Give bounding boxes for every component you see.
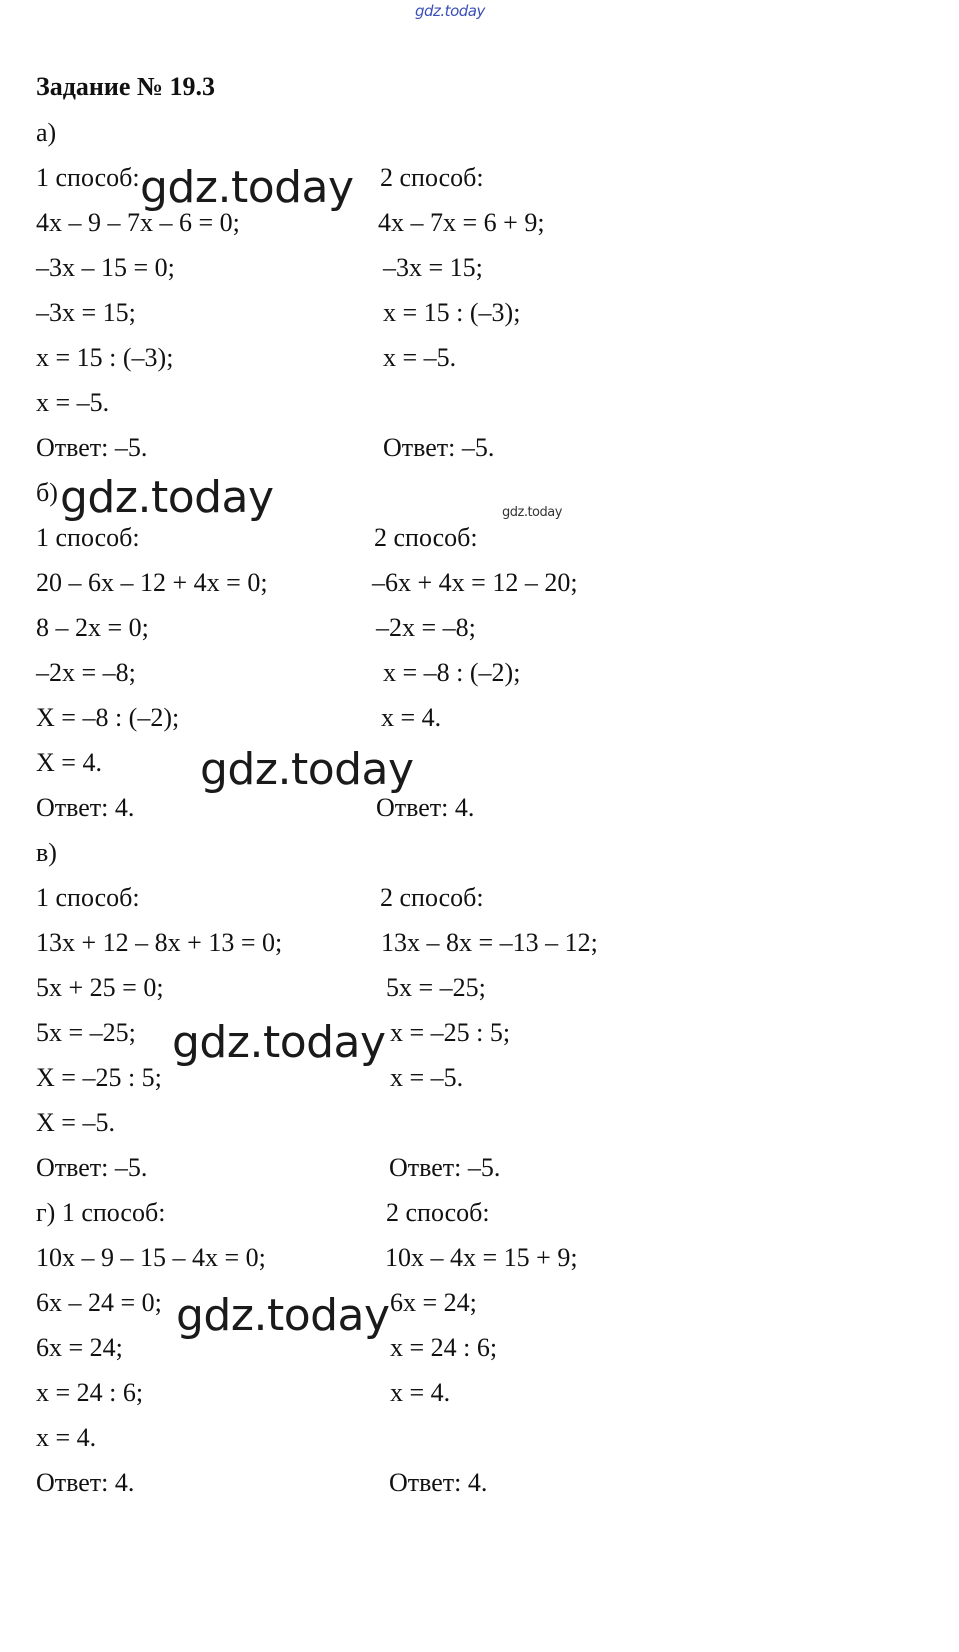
part-a-m1-line: x = 15 : (–3); [36,343,174,372]
part-g-m2-answer: Ответ: 4. [389,1468,488,1497]
part-g-label: г) 1 способ: [36,1198,166,1227]
part-a-m1-line: –3x = 15; [36,298,136,327]
part-b-m1-line: –2x = –8; [36,658,136,687]
part-b-m1-line: 20 – 6x – 12 + 4x = 0; [36,568,268,597]
part-g-m1-line: x = 24 : 6; [36,1378,144,1407]
part-v-label: в) [36,838,57,867]
watermark: gdz.today [172,1017,386,1068]
part-b-m2-line: x = –8 : (–2); [383,658,521,687]
part-g-m1-line: x = 4. [36,1423,97,1452]
part-v-m1-line: X = –25 : 5; [36,1063,162,1092]
watermark-top: gdz.today [415,2,485,20]
part-b-m1-line: X = –8 : (–2); [36,703,180,732]
watermark: gdz.today [176,1290,390,1341]
part-g-m2-line: x = 24 : 6; [390,1333,498,1362]
part-a-method2-header: 2 способ: [380,163,484,192]
watermark: gdz.today [140,162,354,213]
part-g-m2-line: x = 4. [390,1378,451,1407]
part-b-m2-line: –2x = –8; [376,613,476,642]
part-g-m1-line: 6x – 24 = 0; [36,1288,162,1317]
part-v-m1-line: 13x + 12 – 8x + 13 = 0; [36,928,283,957]
part-a-label: а) [36,118,57,147]
part-g-m1-line: 6x = 24; [36,1333,123,1362]
part-v-m2-line: x = –25 : 5; [390,1018,511,1047]
part-a-m1-line: –3x – 15 = 0; [36,253,175,282]
part-g-m1-answer: Ответ: 4. [36,1468,135,1497]
watermark: gdz.today [60,472,274,523]
part-v-m2-line: 13x – 8x = –13 – 12; [381,928,598,957]
part-b-m1-line: 8 – 2x = 0; [36,613,149,642]
part-a-m2-line: –3x = 15; [383,253,483,282]
part-v-method1-header: 1 способ: [36,883,140,912]
part-a-m2-answer: Ответ: –5. [383,433,495,462]
part-b-m2-answer: Ответ: 4. [376,793,475,822]
part-v-method2-header: 2 способ: [380,883,484,912]
part-a-m2-line: x = 15 : (–3); [383,298,521,327]
part-a-m2-line: x = –5. [383,343,457,372]
part-g-m1-line: 10x – 9 – 15 – 4x = 0; [36,1243,266,1272]
part-v-m1-line: X = –5. [36,1108,115,1137]
part-b-m2-line: –6x + 4x = 12 – 20; [372,568,578,597]
page-title: Задание № 19.3 [36,72,216,101]
part-b-method1-header: 1 способ: [36,523,140,552]
part-b-m1-line: X = 4. [36,748,102,777]
part-g-m2-line: 10x – 4x = 15 + 9; [385,1243,578,1272]
part-a-m1-answer: Ответ: –5. [36,433,148,462]
part-a-method1-header: 1 способ: [36,163,140,192]
part-g-method2-header: 2 способ: [386,1198,490,1227]
part-a-m1-line: 4x – 9 – 7x – 6 = 0; [36,208,240,237]
part-b-m1-answer: Ответ: 4. [36,793,135,822]
part-v-m2-answer: Ответ: –5. [389,1153,501,1182]
part-v-m1-line: 5x + 25 = 0; [36,973,164,1002]
part-b-m2-line: x = 4. [381,703,442,732]
part-v-m1-line: 5x = –25; [36,1018,136,1047]
part-v-m2-line: x = –5. [390,1063,464,1092]
part-v-m2-line: 5x = –25; [386,973,486,1002]
part-g-m2-line: 6x = 24; [390,1288,477,1317]
part-b-method2-header: 2 способ: [374,523,478,552]
part-a-m1-line: x = –5. [36,388,110,417]
part-v-m1-answer: Ответ: –5. [36,1153,148,1182]
watermark: gdz.today [200,744,414,795]
watermark-small: gdz.today [502,505,562,520]
part-a-m2-line: 4x – 7x = 6 + 9; [378,208,545,237]
part-b-label: б) [36,478,58,507]
